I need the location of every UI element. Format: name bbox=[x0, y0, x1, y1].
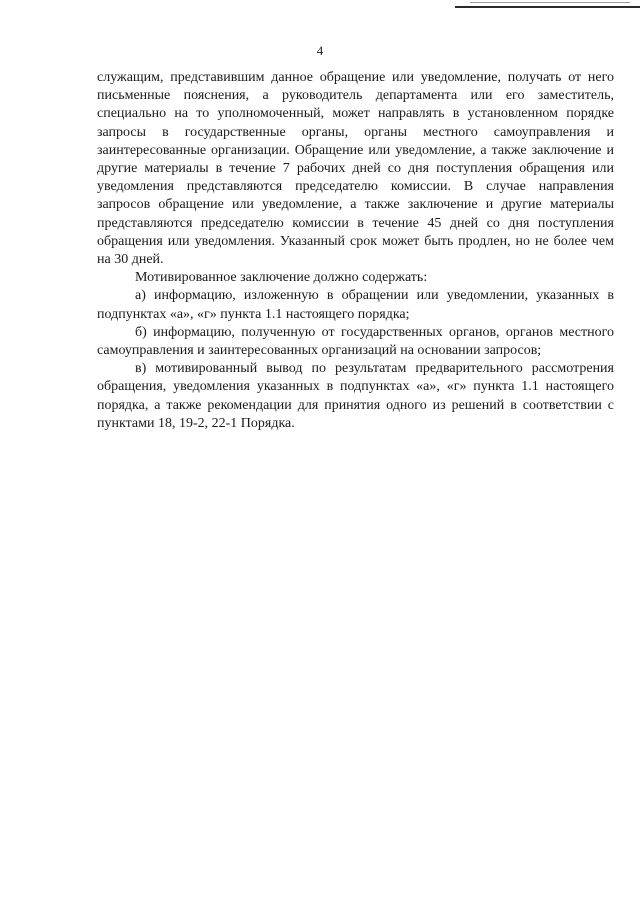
paragraph-continuation: служащим, представившим данное обращение или уведомление, получать от него письменные пояснения, а руководитель департамента или его заместитель, специально на то уполномоченный, может направлять в установленном порядке запросы в государственные органы, органы местного самоуправления и заинтересованные организации. Обращение или уведомление, а также заключение и другие материалы в течение 7 рабочих дней со дня поступления обращения или уведомления представляются председателю комиссии. В случае направления запросов обращение или уведомление, а также заключение и другие материалы представляются председателю комиссии в течение 45 дней со дня поступления обращения или уведомления. Указанный срок может быть продлен, но не более чем на 30 дней. bbox=[97, 70, 614, 268]
list-item-c: в) мотивированный вывод по результатам предварительного рассмотрения обращения, уведомления указанных в подпунктах «а», «г» пункта 1.1 настоящего порядка, а также рекомендации для принятия одного из решений в соответствии с пунктами 18, 19-2, 22-1 Порядка. bbox=[97, 361, 614, 431]
paragraph-conclusion-intro: Мотивированное заключение должно содержать: bbox=[135, 270, 428, 286]
top-edge-line-thin bbox=[470, 2, 630, 3]
list-item-b: б) информацию, полученную от государственных органов, органов местного самоуправления и заинтересованных организаций на основании запросов; bbox=[97, 324, 614, 359]
document-body bbox=[97, 69, 614, 433]
page-number: 4 bbox=[316, 43, 324, 58]
list-item-a: а) информацию, изложенную в обращении или уведомлении, указанных в подпунктах «а», «г» пункта 1.1 настоящего порядка; bbox=[97, 288, 614, 322]
top-edge-line bbox=[455, 6, 640, 8]
